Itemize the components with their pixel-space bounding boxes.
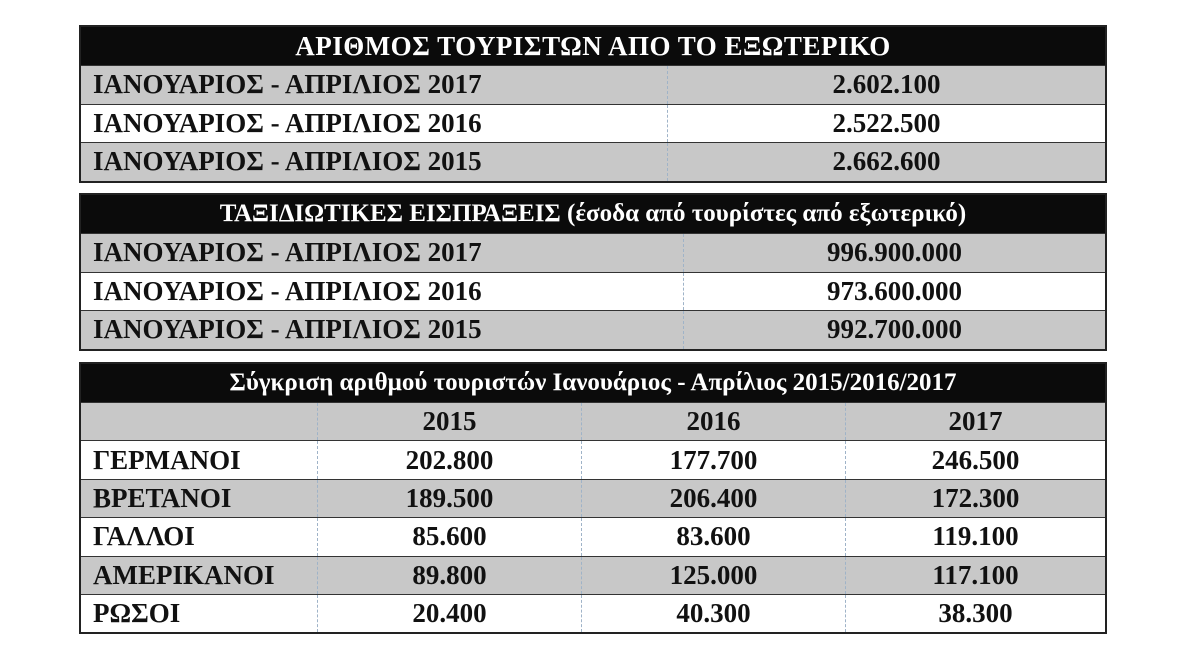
table-row: [81, 104, 1105, 143]
value-cell: 2.522.500: [667, 105, 1105, 143]
table-row: [81, 517, 1105, 555]
period-cell: ΙΑΝΟΥΑΡΙΟΣ - ΑΠΡΙΛΙΟΣ 2015: [93, 314, 482, 345]
tourists-table-title: ΑΡΙΘΜΟΣ ΤΟΥΡΙΣΤΩΝ ΑΠΟ ΤΟ ΕΞΩΤΕΡΙΚΟ: [81, 27, 1105, 65]
value-cell: 177.700: [581, 441, 845, 478]
year-header-2015: 2015: [317, 403, 581, 440]
value-cell: 40.300: [581, 595, 845, 632]
empty-header-cell: [81, 403, 317, 440]
table-row: [81, 440, 1105, 478]
table-row: [81, 142, 1105, 181]
value-cell: 117.100: [845, 557, 1105, 594]
comparison-table-title: Σύγκριση αριθμού τουριστών Ιανουάριος - Απρίλιος 2015/2016/2017: [81, 364, 1105, 402]
value-cell: 202.800: [317, 441, 581, 478]
nationality-cell: ΡΩΣΟΙ: [93, 598, 181, 629]
value-cell: 119.100: [845, 518, 1105, 555]
tourists-table: [79, 25, 1107, 183]
table-row: [81, 310, 1105, 349]
value-cell: 2.602.100: [667, 66, 1105, 104]
period-cell: ΙΑΝΟΥΑΡΙΟΣ - ΑΠΡΙΛΙΟΣ 2015: [93, 146, 482, 177]
value-cell: 38.300: [845, 595, 1105, 632]
table-row: [81, 65, 1105, 104]
receipts-table: [79, 193, 1107, 351]
value-cell: 20.400: [317, 595, 581, 632]
value-cell: 172.300: [845, 480, 1105, 517]
nationality-cell: ΓΑΛΛΟΙ: [93, 521, 195, 552]
value-cell: 246.500: [845, 441, 1105, 478]
nationality-cell: ΓΕΡΜΑΝΟΙ: [93, 444, 241, 475]
value-cell: 996.900.000: [683, 234, 1105, 272]
nationality-cell: ΒΡΕΤΑΝΟΙ: [93, 482, 232, 513]
table-row: [81, 233, 1105, 272]
table-row: [81, 272, 1105, 311]
year-header-row: [81, 402, 1105, 440]
table-row: [81, 479, 1105, 517]
value-cell: 992.700.000: [683, 311, 1105, 349]
value-cell: 83.600: [581, 518, 845, 555]
value-cell: 973.600.000: [683, 273, 1105, 311]
period-cell: ΙΑΝΟΥΑΡΙΟΣ - ΑΠΡΙΛΙΟΣ 2016: [93, 107, 482, 138]
receipts-table-title: ΤΑΞΙΔΙΩΤΙΚΕΣ ΕΙΣΠΡΑΞΕΙΣ (έσοδα από τουρίστες από εξωτερικό): [81, 195, 1105, 233]
value-cell: 89.800: [317, 557, 581, 594]
period-cell: ΙΑΝΟΥΑΡΙΟΣ - ΑΠΡΙΛΙΟΣ 2017: [93, 237, 482, 268]
value-cell: 2.662.600: [667, 143, 1105, 181]
period-cell: ΙΑΝΟΥΑΡΙΟΣ - ΑΠΡΙΛΙΟΣ 2016: [93, 275, 482, 306]
value-cell: 189.500: [317, 480, 581, 517]
value-cell: 85.600: [317, 518, 581, 555]
comparison-table: [79, 362, 1107, 634]
value-cell: 125.000: [581, 557, 845, 594]
period-cell: ΙΑΝΟΥΑΡΙΟΣ - ΑΠΡΙΛΙΟΣ 2017: [93, 69, 482, 100]
nationality-cell: ΑΜΕΡΙΚΑΝΟΙ: [93, 559, 275, 590]
year-header-2016: 2016: [581, 403, 845, 440]
table-row: [81, 556, 1105, 594]
value-cell: 206.400: [581, 480, 845, 517]
table-row: [81, 594, 1105, 632]
year-header-2017: 2017: [845, 403, 1105, 440]
